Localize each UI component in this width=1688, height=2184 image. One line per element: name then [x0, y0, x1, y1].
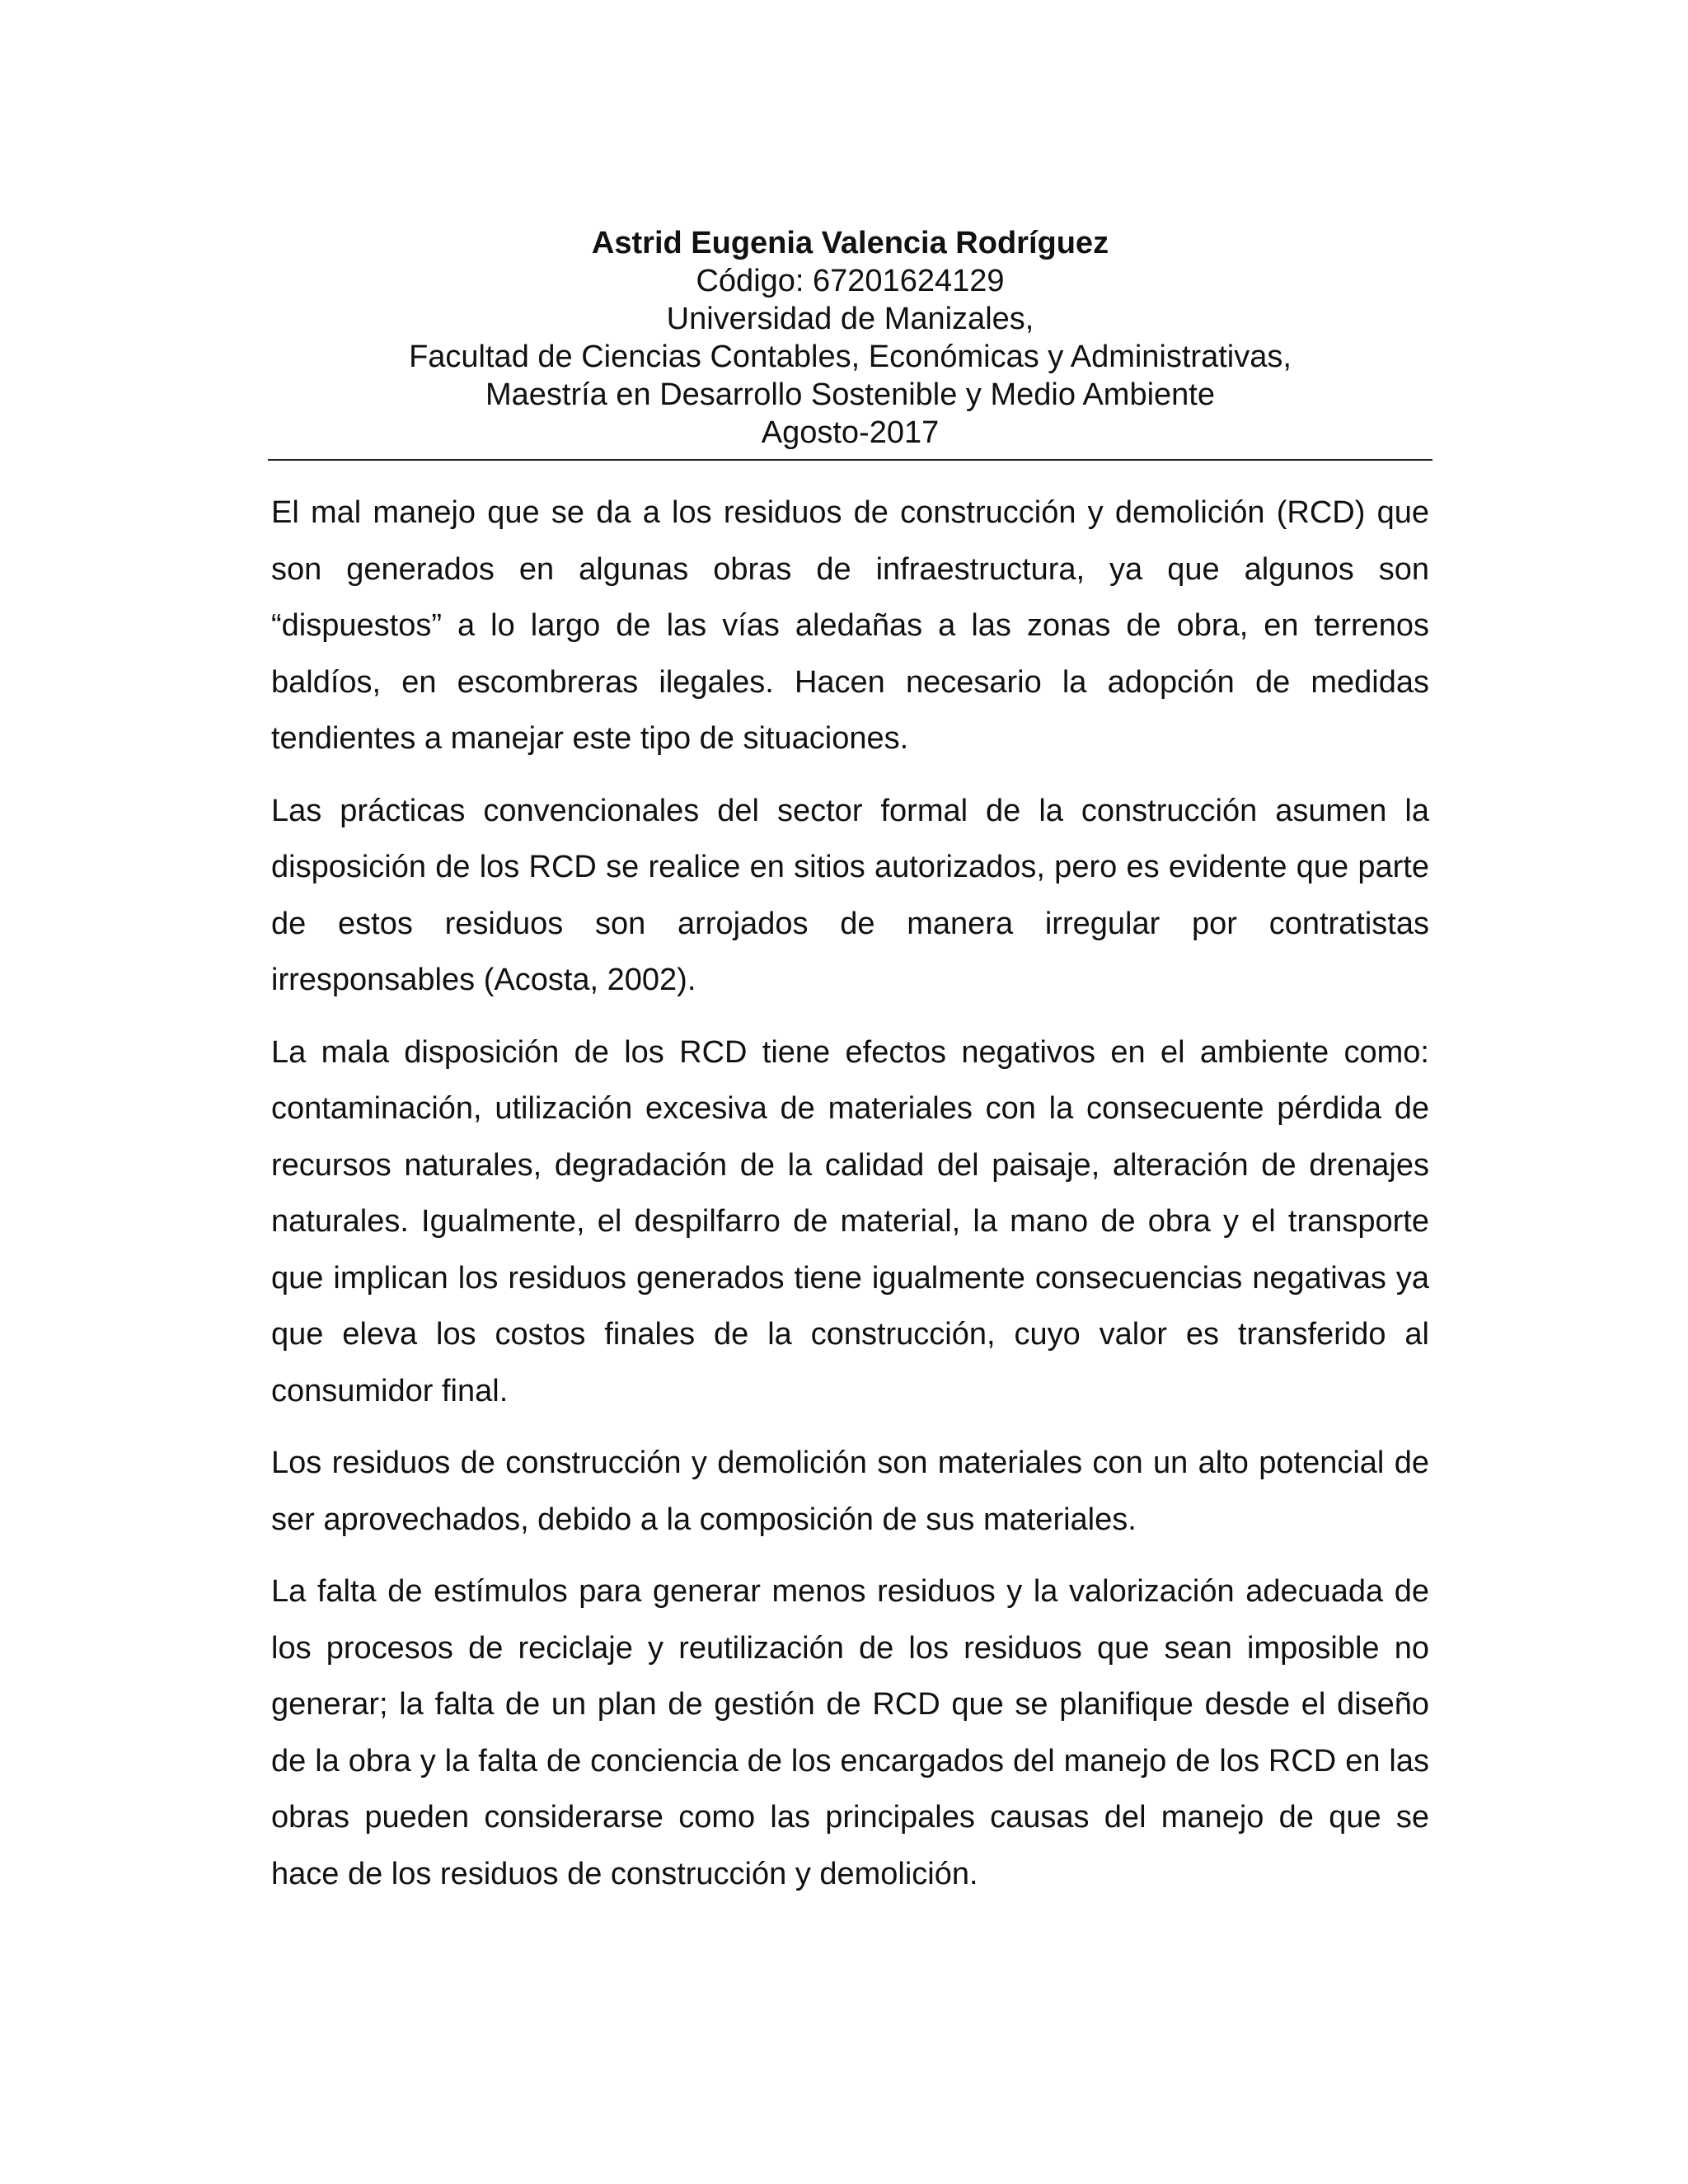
paragraph-4: Los residuos de construcción y demolición son materiales con un alto potencial de ser aprovechados, debido a la composición de sus materiales. — [271, 1446, 1429, 1537]
paragraph-2: Las prácticas convencionales del sector formal de la construcción asumen la disposición de los RCD se realice en sitios autorizados, pero es evidente que parte de estos residuos son arrojados de manera irregular por contratistas irresponsables (Acosta, 2002). — [271, 793, 1429, 997]
faculty-name: Facultad de Ciencias Contables, Económicas y Administrativas, — [409, 340, 1292, 374]
paragraph-1: El mal manejo que se da a los residuos de construcción y demolición (RCD) que son generados en algunas obras de infraestructura, ya que algunos son “dispuestos” a lo largo de las vías aledañas a las zonas de obra, en terrenos baldíos, en escombreras ilegales. Hacen necesario la adopción de medidas tendientes a manejar este tipo de situaciones. — [271, 495, 1429, 756]
program-name: Maestría en Desarrollo Sostenible y Medio Ambiente — [485, 377, 1215, 412]
header-divider — [268, 459, 1432, 461]
student-code: Código: 67201624129 — [696, 264, 1005, 298]
author-name: Astrid Eugenia Valencia Rodríguez — [591, 226, 1109, 260]
document-body — [271, 485, 1429, 1918]
document-header — [268, 224, 1432, 452]
paragraph-3: La mala disposición de los RCD tiene efectos negativos en el ambiente como: contaminación, utilización excesiva de materiales con la consecuente pérdida de recursos naturales, degradación de la calidad del paisaje, alteración de drenajes naturales. Igualmente, el despilfarro de material, la mano de obra y el transporte que implican los residuos generados tiene igualmente consecuencias negativas ya que eleva los costos finales de la construcción, cuyo valor es transferido al consumidor final. — [271, 1034, 1429, 1408]
document-date: Agosto-2017 — [761, 415, 940, 450]
university-name: Universidad de Manizales, — [666, 302, 1034, 336]
paragraph-5: La falta de estímulos para generar menos residuos y la valorización adecuada de los procesos de reciclaje y reutilización de los residuos que sean imposible no generar; la falta de un plan de gestión de RCD que se planifique desde el diseño de la obra y la falta de conciencia de los encargados del manejo de los RCD en las obras pueden considerarse como las principales causas del manejo de que se hace de los residuos de construcción y demolición. — [271, 1574, 1429, 1891]
